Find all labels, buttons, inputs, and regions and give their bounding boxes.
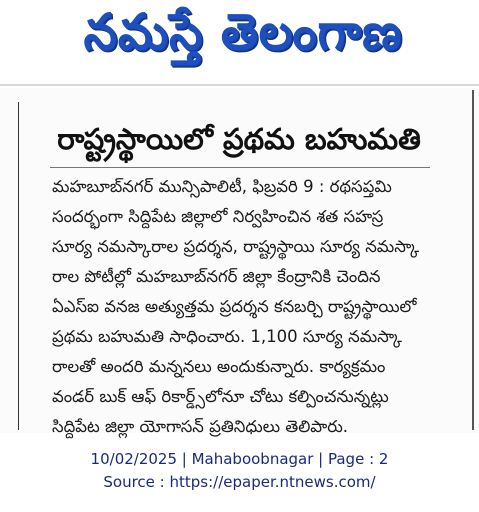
left-column-rule bbox=[18, 102, 19, 430]
article-line: మహబూబ్‌నగర్ మున్సిపాలిటీ, ఫిబ్రవరి 9 : రథసప్తమి bbox=[52, 177, 392, 196]
headline-divider bbox=[50, 167, 430, 168]
source-url: Source : https://epaper.ntnews.com/ bbox=[103, 473, 376, 491]
edition-info: 10/02/2025 | Mahaboobnagar | Page : 2 bbox=[90, 450, 389, 468]
article-line: సందర్భంగా సిద్దిపేట జిల్లాలో నిర్వహించిన శత సహస్ర bbox=[52, 207, 384, 226]
source-footer bbox=[0, 448, 479, 494]
article-headline: రాష్ట్రస్థాయిలో ప్రథమ బహుమతి bbox=[57, 122, 421, 156]
masthead bbox=[0, 0, 479, 80]
article-line: ఏఎస్ఐ వనజ అత్యుత్తమ ప్రదర్శన కనబర్చి రాష్ట్రస్థాయిలో bbox=[52, 297, 417, 316]
article-line: సూర్య నమస్కారాల ప్రదర్శన, రాష్ట్రస్థాయి సూర్య నమస్కా bbox=[52, 237, 420, 256]
article-line: వండర్ బుక్ ఆఫ్ రికార్డ్స్‌లోనూ చోటు కల్పించనున్నట్లు bbox=[52, 387, 389, 406]
article-line: రాల పోటీల్లో మహబూబ్‌నగర్ జిల్లా కేంద్రానికి చెందిన bbox=[52, 267, 381, 286]
right-column-rule bbox=[472, 90, 474, 430]
article-line: సిద్దిపేట జిల్లా యోగాసన్ ప్రతినిధులు తెలిపారు. bbox=[52, 417, 349, 436]
article-body bbox=[52, 172, 462, 442]
newspaper-logo: నమస్తే తెలంగాణ bbox=[83, 2, 403, 61]
masthead-divider bbox=[0, 84, 479, 86]
article-line: రాలతో అందరి మన్ననలు అందుకున్నారు. కార్యక్రమం bbox=[52, 357, 386, 376]
article-line: ప్రథమ బహుమతి సాధించారు. 1,100 సూర్య నమస్కా bbox=[52, 327, 403, 346]
